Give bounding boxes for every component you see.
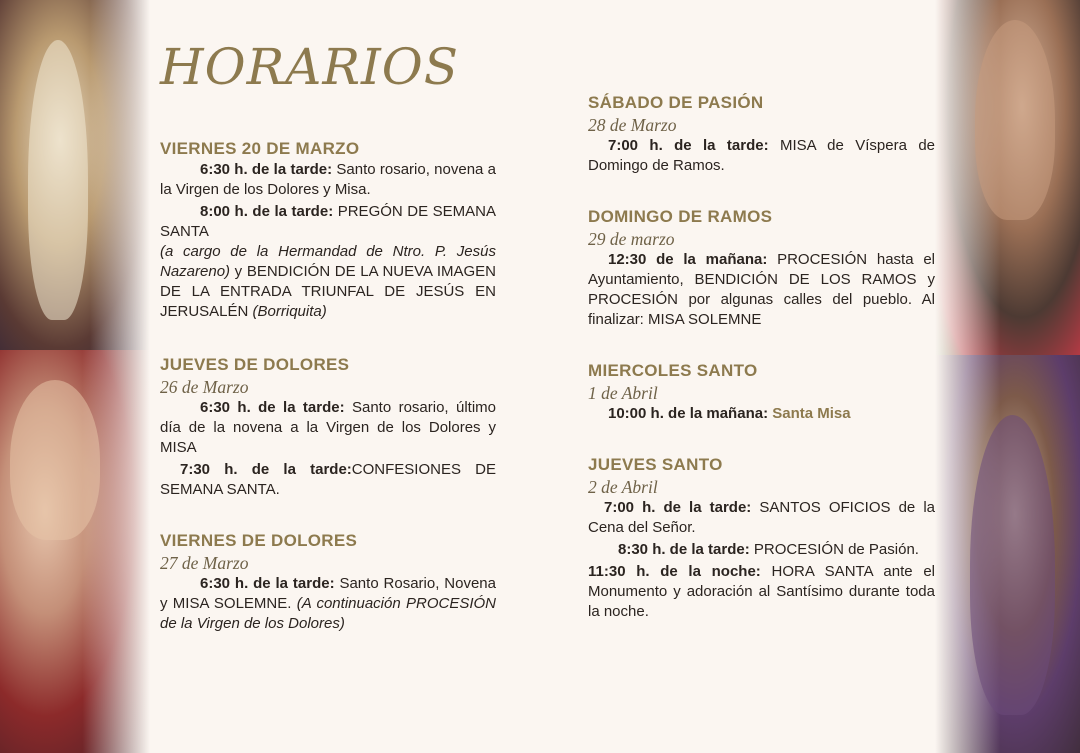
right-column [588, 92, 935, 624]
left-column [160, 138, 496, 636]
section-heading: SÁBADO DE PASIÓN [588, 93, 764, 112]
section-jueves-dolores [160, 354, 496, 500]
christ-recumbent-image [0, 350, 150, 753]
schedule-entry: 11:30 h. de la noche: HORA SANTA ante el Monumento y adoración al Santísimo durante toda la noche. [588, 563, 935, 620]
schedule-entry: 8:30 h. de la tarde: PROCESIÓN de Pasión. [618, 541, 919, 558]
page-title: HORARIOS [160, 38, 459, 96]
section-heading: JUEVES DE DOLORES [160, 355, 350, 374]
section-date: 28 de Marzo [588, 115, 677, 135]
schedule-entry: 6:30 h. de la tarde: Santo Rosario, Novena y MISA SOLEMNE. (A continuación PROCESIÓN de la Virgen de los Dolores) [160, 575, 496, 632]
section-heading: VIERNES DE DOLORES [160, 531, 358, 550]
schedule-entry: 6:30 h. de la tarde: Santo rosario, último día de la novena a la Virgen de los Dolores y MISA [160, 399, 497, 456]
section-viernes-dolores [160, 530, 496, 634]
schedule-entry: 8:00 h. de la tarde: PREGÓN DE SEMANA SANTA (a cargo de la Hermandad de Ntro. P. Jesús Nazareno) y BENDICIÓN DE LA NUEVA IMAGEN DE LA ENTRADA TRIUNFAL DE JESÚS EN JERUSALÉN (Borriquita) [160, 203, 496, 320]
section-date: 1 de Abril [588, 383, 658, 403]
section-jueves-santo [588, 454, 935, 622]
section-heading: MIERCOLES SANTO [588, 361, 758, 380]
section-heading: DOMINGO DE RAMOS [588, 207, 773, 226]
schedule-entry: 7:00 h. de la tarde: MISA de Víspera de Domingo de Ramos. [588, 137, 936, 174]
section-sabado-pasion [588, 92, 935, 176]
section-heading: VIERNES 20 DE MARZO [160, 139, 360, 158]
section-date: 27 de Marzo [160, 553, 249, 573]
jesus-nazareno-image [935, 355, 1080, 753]
schedule-entry: 6:30 h. de la tarde: Santo rosario, novena a la Virgen de los Dolores y Misa. [160, 161, 496, 198]
section-viernes-20-marzo [160, 138, 496, 322]
schedule-entry: 7:30 h. de la tarde:CONFESIONES DE SEMANA SANTA. [160, 461, 497, 498]
section-date: 26 de Marzo [160, 377, 249, 397]
schedule-entry: 10:00 h. de la mañana: Santa Misa [608, 405, 851, 422]
virgin-dolores-image [0, 0, 150, 350]
section-miercoles-santo [588, 360, 935, 424]
schedule-entry: 12:30 de la mañana: PROCESIÓN hasta el Ayuntamiento, BENDICIÓN DE LOS RAMOS y PROCESIÓN por algunas calles del pueblo. Al finalizar: MISA SOLEMNE [588, 251, 935, 328]
christ-face-image [935, 0, 1080, 355]
section-date: 29 de marzo [588, 229, 675, 249]
section-heading: JUEVES SANTO [588, 455, 723, 474]
section-domingo-ramos [588, 206, 935, 330]
section-date: 2 de Abril [588, 477, 658, 497]
schedule-entry: 7:00 h. de la tarde: SANTOS OFICIOS de la Cena del Señor. [588, 499, 936, 536]
